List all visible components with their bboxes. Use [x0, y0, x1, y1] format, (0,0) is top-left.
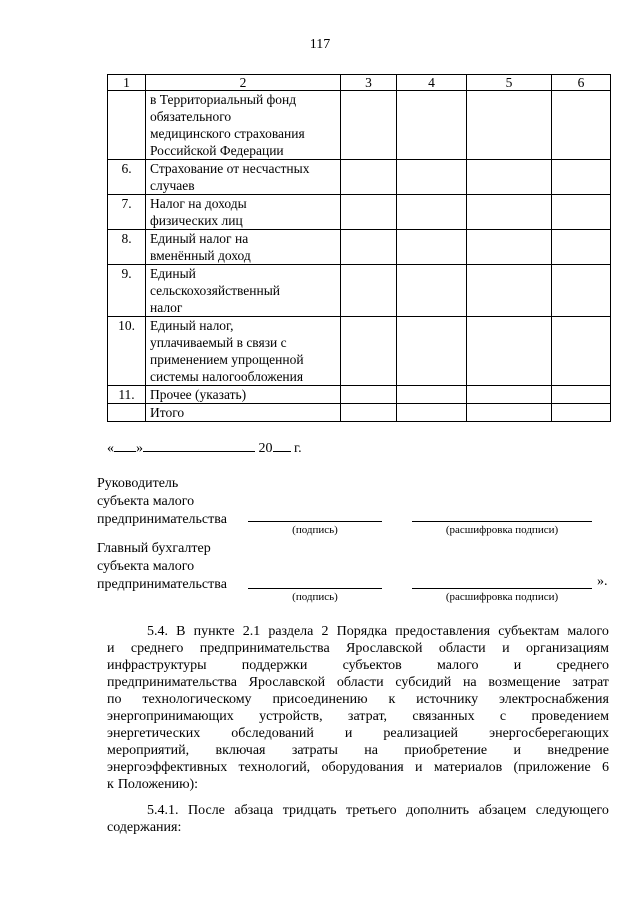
table-row: [108, 404, 611, 422]
word: После: [188, 803, 225, 818]
word: по: [107, 692, 122, 707]
value-cell[interactable]: [397, 317, 467, 386]
value-cell[interactable]: [341, 404, 397, 422]
head-signature-caption: (подпись): [292, 524, 338, 536]
value-cell[interactable]: [467, 404, 552, 422]
word: среднего: [556, 658, 609, 673]
row-name-line: налог: [150, 300, 183, 315]
word: включая: [215, 743, 266, 758]
row-name-line: сельскохозяйственный: [150, 283, 280, 298]
table-row: [108, 265, 611, 317]
word: энергосберегающих: [489, 726, 609, 741]
column-header: 5: [467, 75, 552, 91]
value-cell[interactable]: [397, 265, 467, 317]
year-prefix: 20: [258, 441, 273, 456]
row-name: [146, 160, 341, 195]
word: субъектам: [498, 624, 560, 639]
word: затраты: [291, 743, 338, 758]
word: области: [336, 675, 384, 690]
row-name-line: медицинского страхования: [150, 126, 305, 141]
row-number: 7.: [108, 195, 146, 230]
row-number: 10.: [108, 317, 146, 386]
paragraph-line: [107, 725, 609, 742]
row-number: 8.: [108, 230, 146, 265]
word: приобретение: [404, 743, 488, 758]
date-open-quote: «: [107, 441, 114, 456]
value-cell[interactable]: [341, 265, 397, 317]
word: содержания:: [107, 820, 182, 835]
value-cell[interactable]: [341, 160, 397, 195]
row-name-line: Налог на доходы: [150, 196, 247, 211]
word: к: [107, 777, 114, 792]
word: затрат,: [347, 709, 388, 724]
value-cell[interactable]: [341, 230, 397, 265]
word: абзаца: [234, 803, 274, 818]
word: области: [438, 641, 486, 656]
word: проведением: [531, 709, 609, 724]
value-cell[interactable]: [341, 386, 397, 404]
value-cell[interactable]: [397, 160, 467, 195]
word: среднего: [130, 641, 184, 656]
accountant-label-line: субъекта малого: [97, 559, 195, 574]
word: предоставления: [395, 624, 491, 639]
value-cell[interactable]: [552, 404, 611, 422]
value-cell[interactable]: [341, 317, 397, 386]
row-name-line: в Территориальный фонд: [150, 92, 297, 107]
row-name: [146, 91, 341, 160]
word: предпринимательства: [199, 641, 330, 656]
paragraph-line: [107, 674, 609, 691]
word: и: [107, 641, 115, 656]
word: инфраструктуры: [107, 658, 207, 673]
paragraph-line: [107, 640, 609, 657]
date-line: [107, 438, 302, 457]
word: на: [364, 743, 378, 758]
word: технологическому: [142, 692, 252, 707]
table-row: [108, 386, 611, 404]
row-name-line: обязательного: [150, 109, 232, 124]
word: 6: [601, 760, 609, 775]
value-cell[interactable]: [467, 265, 552, 317]
paragraph-line: [107, 759, 609, 776]
word: и: [513, 658, 522, 673]
value-cell[interactable]: [467, 386, 552, 404]
row-name-line: уплачиваемый в связи с: [150, 335, 287, 350]
row-name-line: Итого: [150, 405, 185, 420]
row-number: 9.: [108, 265, 146, 317]
row-name: [146, 265, 341, 317]
word: Ярославской: [346, 641, 423, 656]
word: на: [462, 675, 477, 690]
word: присоединению: [272, 692, 368, 707]
value-cell[interactable]: [552, 160, 611, 195]
word: субъектов: [342, 658, 402, 673]
word: к: [388, 692, 396, 707]
word: связанных: [412, 709, 475, 724]
paragraph-line: [107, 657, 609, 674]
row-name-line: физических лиц: [150, 213, 243, 228]
word: пункте: [193, 624, 235, 639]
word: Положению):: [117, 777, 199, 792]
word: субсидий: [395, 675, 452, 690]
table-row: [108, 91, 611, 160]
accountant-decoding-caption: (расшифровка подписи): [445, 591, 559, 603]
word: энергоэффективных: [107, 760, 228, 775]
value-cell[interactable]: [397, 404, 467, 422]
row-name-line: вменённый доход: [150, 248, 251, 263]
word: В: [176, 624, 186, 639]
word: абзацем: [478, 803, 527, 818]
word: энергопринимающих: [107, 709, 234, 724]
word: и: [502, 641, 510, 656]
word: технологий,: [238, 760, 311, 775]
accountant-label: [97, 540, 227, 594]
accountant-signature-field[interactable]: [248, 588, 382, 589]
row-name-line: Единый налог на: [150, 231, 249, 246]
value-cell[interactable]: [397, 195, 467, 230]
value-cell[interactable]: [467, 317, 552, 386]
year-suffix: г.: [294, 441, 302, 456]
paragraph-line: [107, 776, 609, 793]
row-number: [108, 91, 146, 160]
value-cell[interactable]: [397, 230, 467, 265]
row-name-line: применением упрощенной: [150, 352, 304, 367]
row-number: 11.: [108, 386, 146, 404]
head-decoding-caption: (расшифровка подписи): [445, 524, 559, 536]
value-cell[interactable]: [467, 91, 552, 160]
word: организациям: [525, 641, 609, 656]
paragraph-line: [107, 742, 609, 759]
head-decoding-field[interactable]: [412, 521, 592, 522]
value-cell[interactable]: [467, 230, 552, 265]
word: 5.4.: [147, 624, 168, 639]
word: материалов: [433, 760, 503, 775]
word: третьего: [346, 803, 397, 818]
value-cell[interactable]: [552, 317, 611, 386]
table-row: [108, 195, 611, 230]
head-label-line: предпринимательства: [97, 512, 227, 527]
value-cell[interactable]: [552, 91, 611, 160]
word: тридцать: [282, 803, 337, 818]
month-field[interactable]: [143, 438, 255, 452]
closing-quote: ».: [597, 574, 608, 589]
word: энергетических: [107, 726, 201, 741]
table-header-row: [108, 75, 611, 91]
row-name-line: Российской Федерации: [150, 143, 284, 158]
head-label-line: субъекта малого: [97, 494, 195, 509]
row-name-line: Страхование от несчастных: [150, 161, 310, 176]
value-cell[interactable]: [397, 91, 467, 160]
word: предпринимательства: [107, 675, 237, 690]
word: следующего: [535, 803, 609, 818]
day-field[interactable]: [114, 438, 136, 452]
word: малого: [567, 624, 609, 639]
row-name: [146, 317, 341, 386]
word: внедрение: [547, 743, 609, 758]
table-row: [108, 317, 611, 386]
column-header: 1: [108, 75, 146, 91]
column-header: 2: [146, 75, 341, 91]
word: раздела: [268, 624, 314, 639]
row-name: [146, 230, 341, 265]
payments-table: [107, 74, 611, 422]
head-label-line: Руководитель: [97, 476, 179, 491]
row-name-line: Единый: [150, 266, 196, 281]
paragraph-line: [107, 623, 609, 640]
table-row: [108, 230, 611, 265]
word: и: [415, 760, 423, 775]
word: электроснабжения: [498, 692, 609, 707]
value-cell[interactable]: [341, 91, 397, 160]
paragraph-line: [107, 819, 609, 836]
word: 2.1: [242, 624, 261, 639]
head-signature-field[interactable]: [248, 521, 382, 522]
accountant-label-line: предпринимательства: [97, 577, 227, 592]
page-number: 117: [309, 37, 331, 52]
accountant-signature-caption: (подпись): [292, 591, 338, 603]
word: с: [499, 709, 507, 724]
word: (приложение: [513, 760, 591, 775]
row-name-line: Прочее (указать): [150, 387, 247, 402]
year-field[interactable]: [273, 438, 291, 452]
row-number: 6.: [108, 160, 146, 195]
value-cell[interactable]: [552, 230, 611, 265]
word: затрат: [572, 675, 609, 690]
word: оборудования: [321, 760, 404, 775]
word: и: [344, 726, 353, 741]
word: поддержки: [241, 658, 308, 673]
word: Ярославской: [248, 675, 326, 690]
row-name: [146, 386, 341, 404]
paragraph-5-4-1: [107, 802, 609, 836]
value-cell[interactable]: [552, 386, 611, 404]
column-header: 6: [552, 75, 611, 91]
value-cell[interactable]: [397, 386, 467, 404]
word: устройств,: [259, 709, 323, 724]
paragraph-line: [107, 691, 609, 708]
column-header: 3: [341, 75, 397, 91]
row-name: [146, 404, 341, 422]
word: 2: [321, 624, 329, 639]
table-row: [108, 160, 611, 195]
column-header: 4: [397, 75, 467, 91]
row-name-line: системы налогообложения: [150, 369, 304, 384]
date-close-quote: »: [136, 441, 143, 456]
word: источнику: [416, 692, 479, 707]
accountant-decoding-field[interactable]: [412, 588, 592, 589]
value-cell[interactable]: [341, 195, 397, 230]
paragraph-line: [107, 708, 609, 725]
paragraph-line: [107, 802, 609, 819]
row-name-line: случаев: [150, 178, 195, 193]
word: малого: [437, 658, 479, 673]
word: возмещение: [488, 675, 561, 690]
word: и: [513, 743, 521, 758]
word: Порядка: [336, 624, 388, 639]
word: реализацией: [383, 726, 459, 741]
paragraph-5-4: [107, 623, 609, 793]
accountant-label-line: Главный бухгалтер: [97, 541, 211, 556]
word: дополнить: [406, 803, 470, 818]
row-name: [146, 195, 341, 230]
row-number: [108, 404, 146, 422]
word: обследований: [231, 726, 314, 741]
head-label: [97, 475, 227, 529]
value-cell[interactable]: [467, 160, 552, 195]
word: мероприятий,: [107, 743, 190, 758]
row-name-line: Единый налог,: [150, 318, 234, 333]
value-cell[interactable]: [552, 195, 611, 230]
value-cell[interactable]: [552, 265, 611, 317]
value-cell[interactable]: [467, 195, 552, 230]
word: 5.4.1.: [147, 803, 179, 818]
